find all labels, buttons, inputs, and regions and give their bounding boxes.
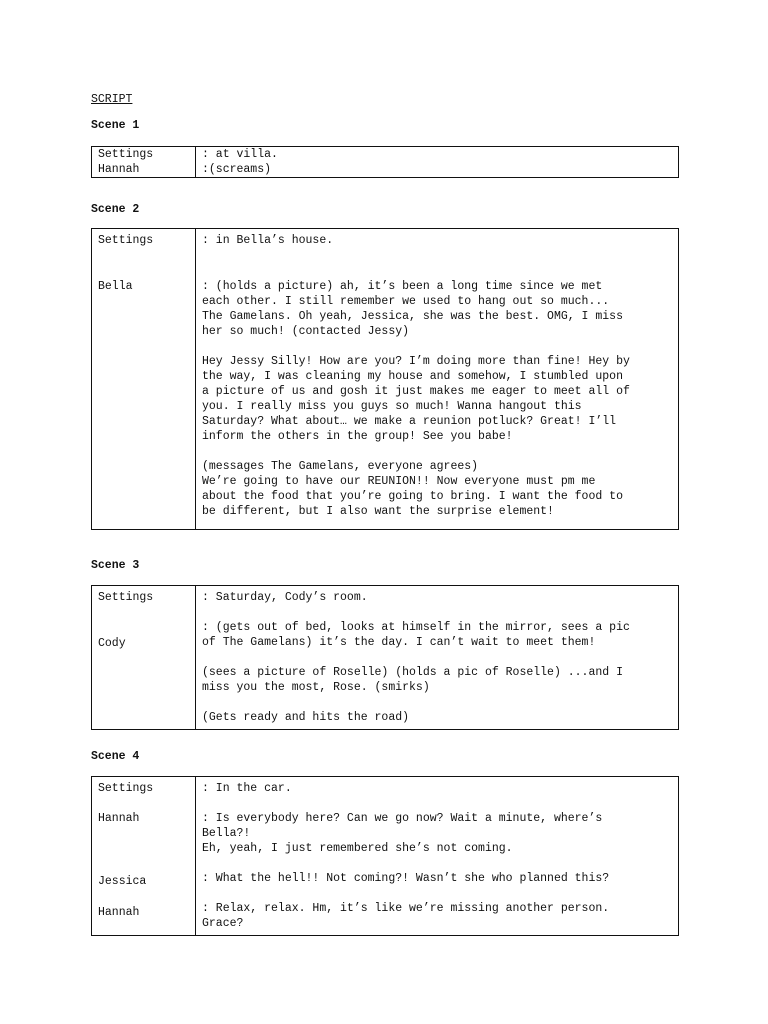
dialogue-line: (sees a picture of Roselle) (holds a pic of Roselle) ...and I [202,666,623,679]
settings-label: Settings [98,234,154,247]
speaker-name: Jessica [98,875,147,888]
speaker-name: Hannah [98,906,140,919]
dialogue-line: We’re going to have our REUNION!! Now everyone must pm me [202,475,596,488]
scene-1-table [91,146,679,178]
dialogue-line: : What the hell!! Not coming?! Wasn’t she who planned this? [202,872,610,885]
dialogue-line: Saturday? What about… we make a reunion potluck? Great! I’ll [202,415,617,428]
settings-value: : In the car. [202,782,292,795]
document-title: SCRIPT [91,93,133,106]
dialogue-line: of The Gamelans) it’s the day. I can’t wait to meet them! [202,636,596,649]
dialogue-line: Hey Jessy Silly! How are you? I’m doing more than fine! Hey by [202,355,630,368]
dialogue-line: : (gets out of bed, looks at himself in the mirror, sees a pic [202,621,630,634]
dialogue-line: :(screams) [202,163,272,176]
speaker-name: Hannah [98,812,140,825]
scene-4-table [91,776,679,936]
content-cell [196,229,679,530]
dialogue-line: The Gamelans. Oh yeah, Jessica, she was the best. OMG, I miss [202,310,623,323]
content-cell [196,147,679,178]
settings-value: : Saturday, Cody’s room. [202,591,368,604]
label-cell [92,777,196,936]
speaker-name: Cody [98,637,126,650]
dialogue-line: her so much! (contacted Jessy) [202,325,410,338]
speaker-name: Bella [98,280,133,293]
dialogue-line: Grace? [202,917,244,930]
dialogue-line: : Relax, relax. Hm, it’s like we’re missing another person. [202,902,610,915]
dialogue-line: (messages The Gamelans, everyone agrees) [202,460,479,473]
speaker-name: Hannah [98,163,140,176]
dialogue-line: be different, but I also want the surprise element! [202,505,554,518]
settings-label: Settings [98,782,154,795]
settings-label: Settings [98,148,154,161]
dialogue-line: miss you the most, Rose. (smirks) [202,681,430,694]
content-cell [196,777,679,936]
table-row [92,586,679,730]
dialogue-line: each other. I still remember we used to hang out so much... [202,295,610,308]
table-row [92,777,679,936]
scene-2-heading: Scene 2 [91,203,140,216]
label-cell [92,147,196,178]
content-cell [196,586,679,730]
label-cell [92,229,196,530]
dialogue-line: you. I really miss you guys so much! Wanna hangout this [202,400,582,413]
dialogue-line: the way, I was cleaning my house and somehow, I stumbled upon [202,370,623,383]
dialogue-line: (Gets ready and hits the road) [202,711,410,724]
dialogue-line: : Is everybody here? Can we go now? Wait a minute, where’s [202,812,603,825]
scene-3-table [91,585,679,730]
scene-4-heading: Scene 4 [91,750,140,763]
settings-value: : at villa. [202,148,278,161]
dialogue-line: a picture of us and gosh it just makes me eager to meet all of [202,385,630,398]
dialogue-line: inform the others in the group! See you babe! [202,430,513,443]
dialogue-line: : (holds a picture) ah, it’s been a long time since we met [202,280,603,293]
settings-label: Settings [98,591,154,604]
dialogue-line: Eh, yeah, I just remembered she’s not coming. [202,842,513,855]
table-row [92,229,679,530]
dialogue-line: Bella?! [202,827,251,840]
scene-2-table [91,228,679,530]
settings-value: : in Bella’s house. [202,234,334,247]
dialogue-line: about the food that you’re going to bring. I want the food to [202,490,623,503]
scene-1-heading: Scene 1 [91,119,140,132]
scene-3-heading: Scene 3 [91,559,140,572]
table-row [92,147,679,178]
label-cell [92,586,196,730]
